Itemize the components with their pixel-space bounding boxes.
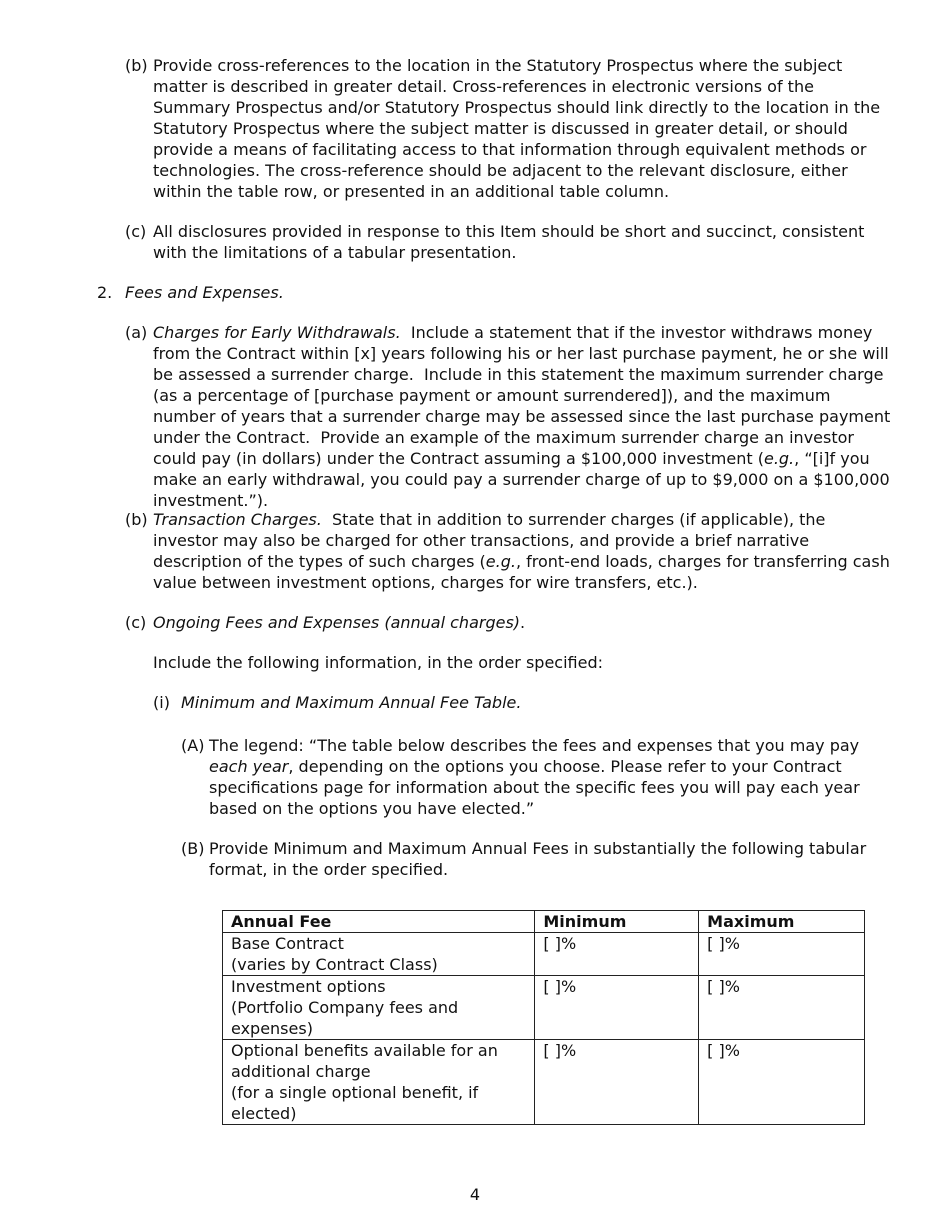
maximum-cell: [ ]% [699, 976, 865, 1040]
fee-name-cell: Base Contract (varies by Contract Class) [223, 933, 535, 976]
maximum-cell: [ ]% [699, 933, 865, 976]
eg-abbrev: e.g. [485, 552, 516, 571]
fee-name-cell: Investment options (Portfolio Company fees and expenses) [223, 976, 535, 1040]
minimum-cell: [ ]% [535, 1040, 699, 1125]
minimum-cell: [ ]% [535, 933, 699, 976]
list-item-b-transaction-charges [125, 509, 895, 593]
paragraph-text: State that in addition to surrender charges (if applicable), the investor may also be charged for other transactions, and provide a brief narrative description of the types of such charges ( [153, 510, 831, 571]
section-title: Fees and Expenses. [125, 283, 284, 302]
list-marker: (a) [125, 323, 148, 342]
list-item-c-ongoing-fees: (c) Ongoing Fees and Expenses (annual charges). [125, 613, 526, 632]
list-marker: (i) [153, 693, 170, 712]
item-heading: Transaction Charges. [153, 510, 322, 529]
instruction-paragraph: Include the following information, in the order specified: [153, 653, 604, 672]
emphasis: each year [209, 757, 289, 776]
paragraph-text: , front-end loads, charges for transferring cash value between investment options, charges for wire transfers, etc.). [153, 552, 890, 592]
paragraph: Provide cross-references to the location in the Statutory Prospectus where the subject matter is described in greater detail. Cross-references in electronic versions of the Summary Prospectus and/or Statutory Prospectus should link directly to the location in the Statutory Prospectus where the subject matter is discussed in greater detail, or should provide a means of facilitating access to that information through equivalent methods or technologies. The cross-reference should be adjacent to the relevant disclosure, either within the table row, or presented in an additional table column. [153, 56, 881, 201]
list-marker: (B) [181, 839, 205, 858]
item-heading: Charges for Early Withdrawals. [153, 323, 401, 342]
list-item-i-fee-table [153, 692, 893, 713]
annual-fee-table [222, 910, 865, 1125]
list-marker: (c) [125, 222, 147, 241]
eg-abbrev: e.g. [763, 449, 795, 468]
list-marker: (b) [125, 510, 148, 529]
list-item-A-legend: (A) The legend: “The table below describes the fees and expenses that you may pay each year, depending on the options you choose. Please refer to your Contract specifications page for information about the specific fees you will pay each year based on the options you have elected.” [181, 736, 860, 818]
list-marker: (b) [125, 56, 148, 75]
section-2-heading [97, 282, 877, 303]
column-header-minimum: Minimum [535, 911, 699, 933]
minimum-cell: [ ]% [535, 976, 699, 1040]
maximum-cell: [ ]% [699, 1040, 865, 1125]
table-row [223, 976, 865, 1040]
table-header-row [223, 911, 865, 933]
paragraph-text: , “[i]f you make an early withdrawal, you could pay a surrender charge of up to $9,000 on a $100,000 investment.”). [153, 449, 890, 510]
column-header-annual-fee: Annual Fee [223, 911, 535, 933]
table-row [223, 933, 865, 976]
page-number: 4 [469, 1185, 481, 1204]
list-marker: (A) [181, 736, 205, 755]
list-item-B-tabular-format [181, 838, 897, 880]
table-row [223, 1040, 865, 1125]
item-heading: Minimum and Maximum Annual Fee Table. [181, 693, 522, 712]
section-number: 2. [97, 283, 113, 302]
paragraph-text: Include a statement that if the investor withdraws money from the Contract within [x] years following his or her last purchase payment, he or she will be assessed a surrender charge. Include in this statement the maximum surrender charge (as a percentage of [purchase payment or amount surrendered]), and the maximum number of years that a surrender charge may be assessed since the last purchase payment under the Contract. Provide an example of the maximum surrender charge an investor could pay (in dollars) under the Contract assuming a $100,000 investment ( [153, 323, 896, 468]
list-item-a-early-withdrawals [125, 322, 895, 511]
list-marker: (c) [125, 613, 147, 632]
paragraph: All disclosures provided in response to this Item should be short and succinct, consistent with the limitations of a tabular presentation. [153, 222, 865, 262]
item-heading: Ongoing Fees and Expenses (annual charges) [153, 613, 521, 632]
fee-name-cell: Optional benefits available for an additional charge (for a single optional benefit, if elected) [223, 1040, 535, 1125]
list-item-c-succinct [125, 221, 895, 263]
paragraph: Provide Minimum and Maximum Annual Fees in substantially the following tabular format, in the order specified. [209, 839, 867, 879]
column-header-maximum: Maximum [699, 911, 865, 933]
list-item-b-cross-references [125, 55, 895, 202]
